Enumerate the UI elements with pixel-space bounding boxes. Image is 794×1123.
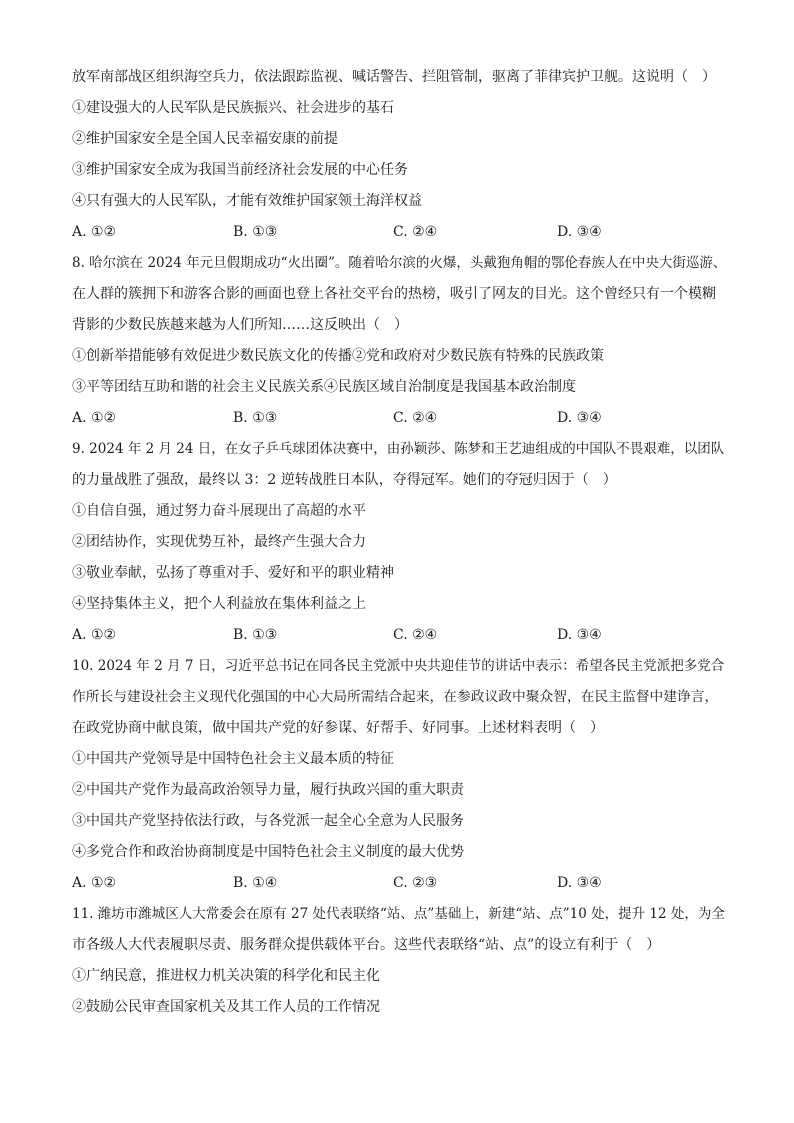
option-b: B. ①③ — [233, 410, 278, 426]
option-c: C. ②③ — [393, 875, 438, 891]
question-stem-line: 在政党协商中献良策，做中国共产党的好参谋、好帮手、好同事。上述材料表明（ ） — [72, 720, 604, 736]
question-7 — [72, 62, 727, 248]
option-a: A. ①② — [72, 875, 117, 891]
question-stem-line: 11. 潍坊市潍城区人大常委会在原有 27 处代表联络“站、点”基础上，新建“站、点”10 处，提升 12 处，为全 — [72, 906, 725, 922]
question-stem-line: 的力量战胜了强敌，最终以 3：2 逆转战胜日本队，夺得冠军。她们的夺冠归因于（ ） — [72, 472, 617, 488]
statement-1: ①中国共产党领导是中国特色社会主义最本质的特征 — [72, 751, 394, 767]
option-d: D. ③④ — [557, 627, 602, 643]
statement-3: ③中国共产党坚持依法行政，与各党派一起全心全意为人民服务 — [72, 813, 464, 829]
option-b: B. ①③ — [233, 224, 278, 240]
option-b: B. ①③ — [233, 627, 278, 643]
question-10 — [72, 651, 727, 899]
exam-page — [72, 62, 727, 1023]
question-stem-line: 8. 哈尔滨在 2024 年元旦假期成功“火出圈”。随着哈尔滨的火爆，头戴狍角帽的鄂伦春族人在中央大街巡游、 — [72, 255, 727, 271]
statement-3: ③维护国家安全成为我国当前经济社会发展的中心任务 — [72, 162, 408, 178]
statement-4: ④坚持集体主义，把个人利益放在集体利益之上 — [72, 596, 366, 612]
statement-2: ②中国共产党作为最高政治领导力量，履行执政兴国的重大职责 — [72, 782, 464, 798]
option-c: C. ②④ — [393, 627, 438, 643]
answer-options — [72, 620, 727, 651]
statement-4: ④只有强大的人民军队，才能有效维护国家领土海洋权益 — [72, 193, 422, 209]
statement-2: ②鼓励公民审查国家机关及其工作人员的工作情况 — [72, 999, 380, 1015]
statement-1: ①自信自强，通过努力奋斗展现出了高超的水平 — [72, 503, 366, 519]
statement-1: ①建设强大的人民军队是民族振兴、社会进步的基石 — [72, 100, 394, 116]
question-stem-line: 作所长与建设社会主义现代化强国的中心大局所需结合起来，在参政议政中聚众智，在民主监督中建诤言， — [72, 689, 719, 705]
statement-line: ①创新举措能够有效促进少数民族文化的传播②党和政府对少数民族有特殊的民族政策 — [72, 348, 604, 364]
option-d: D. ③④ — [557, 410, 602, 426]
option-c: C. ②④ — [393, 224, 438, 240]
answer-options — [72, 868, 727, 899]
statement-4: ④多党合作和政治协商制度是中国特色社会主义制度的最大优势 — [72, 844, 464, 860]
option-d: D. ③④ — [557, 875, 602, 891]
statement-2: ②维护国家安全是全国人民幸福安康的前提 — [72, 131, 338, 147]
option-b: B. ①④ — [233, 875, 278, 891]
option-d: D. ③④ — [557, 224, 602, 240]
question-stem: 放军南部战区组织海空兵力，依法跟踪监视、喊话警告、拦阻管制，驱离了菲律宾护卫舰。这说明（ ） — [72, 69, 716, 85]
answer-options — [72, 217, 727, 248]
question-stem-line: 背影的少数民族越来越为人们所知……这反映出（ ） — [72, 317, 408, 333]
question-stem-line: 在人群的簇拥下和游客合影的画面也登上各社交平台的热榜，吸引了网友的目光。这个曾经只有一个模糊 — [72, 286, 716, 302]
option-c: C. ②④ — [393, 410, 438, 426]
option-a: A. ①② — [72, 627, 117, 643]
question-9 — [72, 434, 727, 651]
option-a: A. ①② — [72, 224, 117, 240]
statement-3: ③敬业奉献，弘扬了尊重对手、爱好和平的职业精神 — [72, 565, 394, 581]
statement-line: ③平等团结互助和谐的社会主义民族关系④民族区域自治制度是我国基本政治制度 — [72, 379, 576, 395]
statement-1: ①广纳民意，推进权力机关决策的科学化和民主化 — [72, 968, 380, 984]
question-stem-line: 10. 2024 年 2 月 7 日，习近平总书记在同各民主党派中央共迎佳节的讲话中表示：希望各民主党派把多党合 — [72, 658, 725, 674]
option-a: A. ①② — [72, 410, 117, 426]
statement-2: ②团结协作，实现优势互补，最终产生强大合力 — [72, 534, 366, 550]
question-stem-line: 9. 2024 年 2 月 24 日，在女子乒乓球团体决赛中，由孙颖莎、陈梦和王艺迪组成的中国队不畏艰难，以团队 — [72, 441, 725, 457]
question-stem-line: 市各级人大代表履职尽责、服务群众提供载体平台。这些代表联络“站、点”的设立有利于（ ） — [72, 937, 661, 953]
question-11 — [72, 899, 727, 1023]
question-8 — [72, 248, 727, 434]
answer-options — [72, 403, 727, 434]
